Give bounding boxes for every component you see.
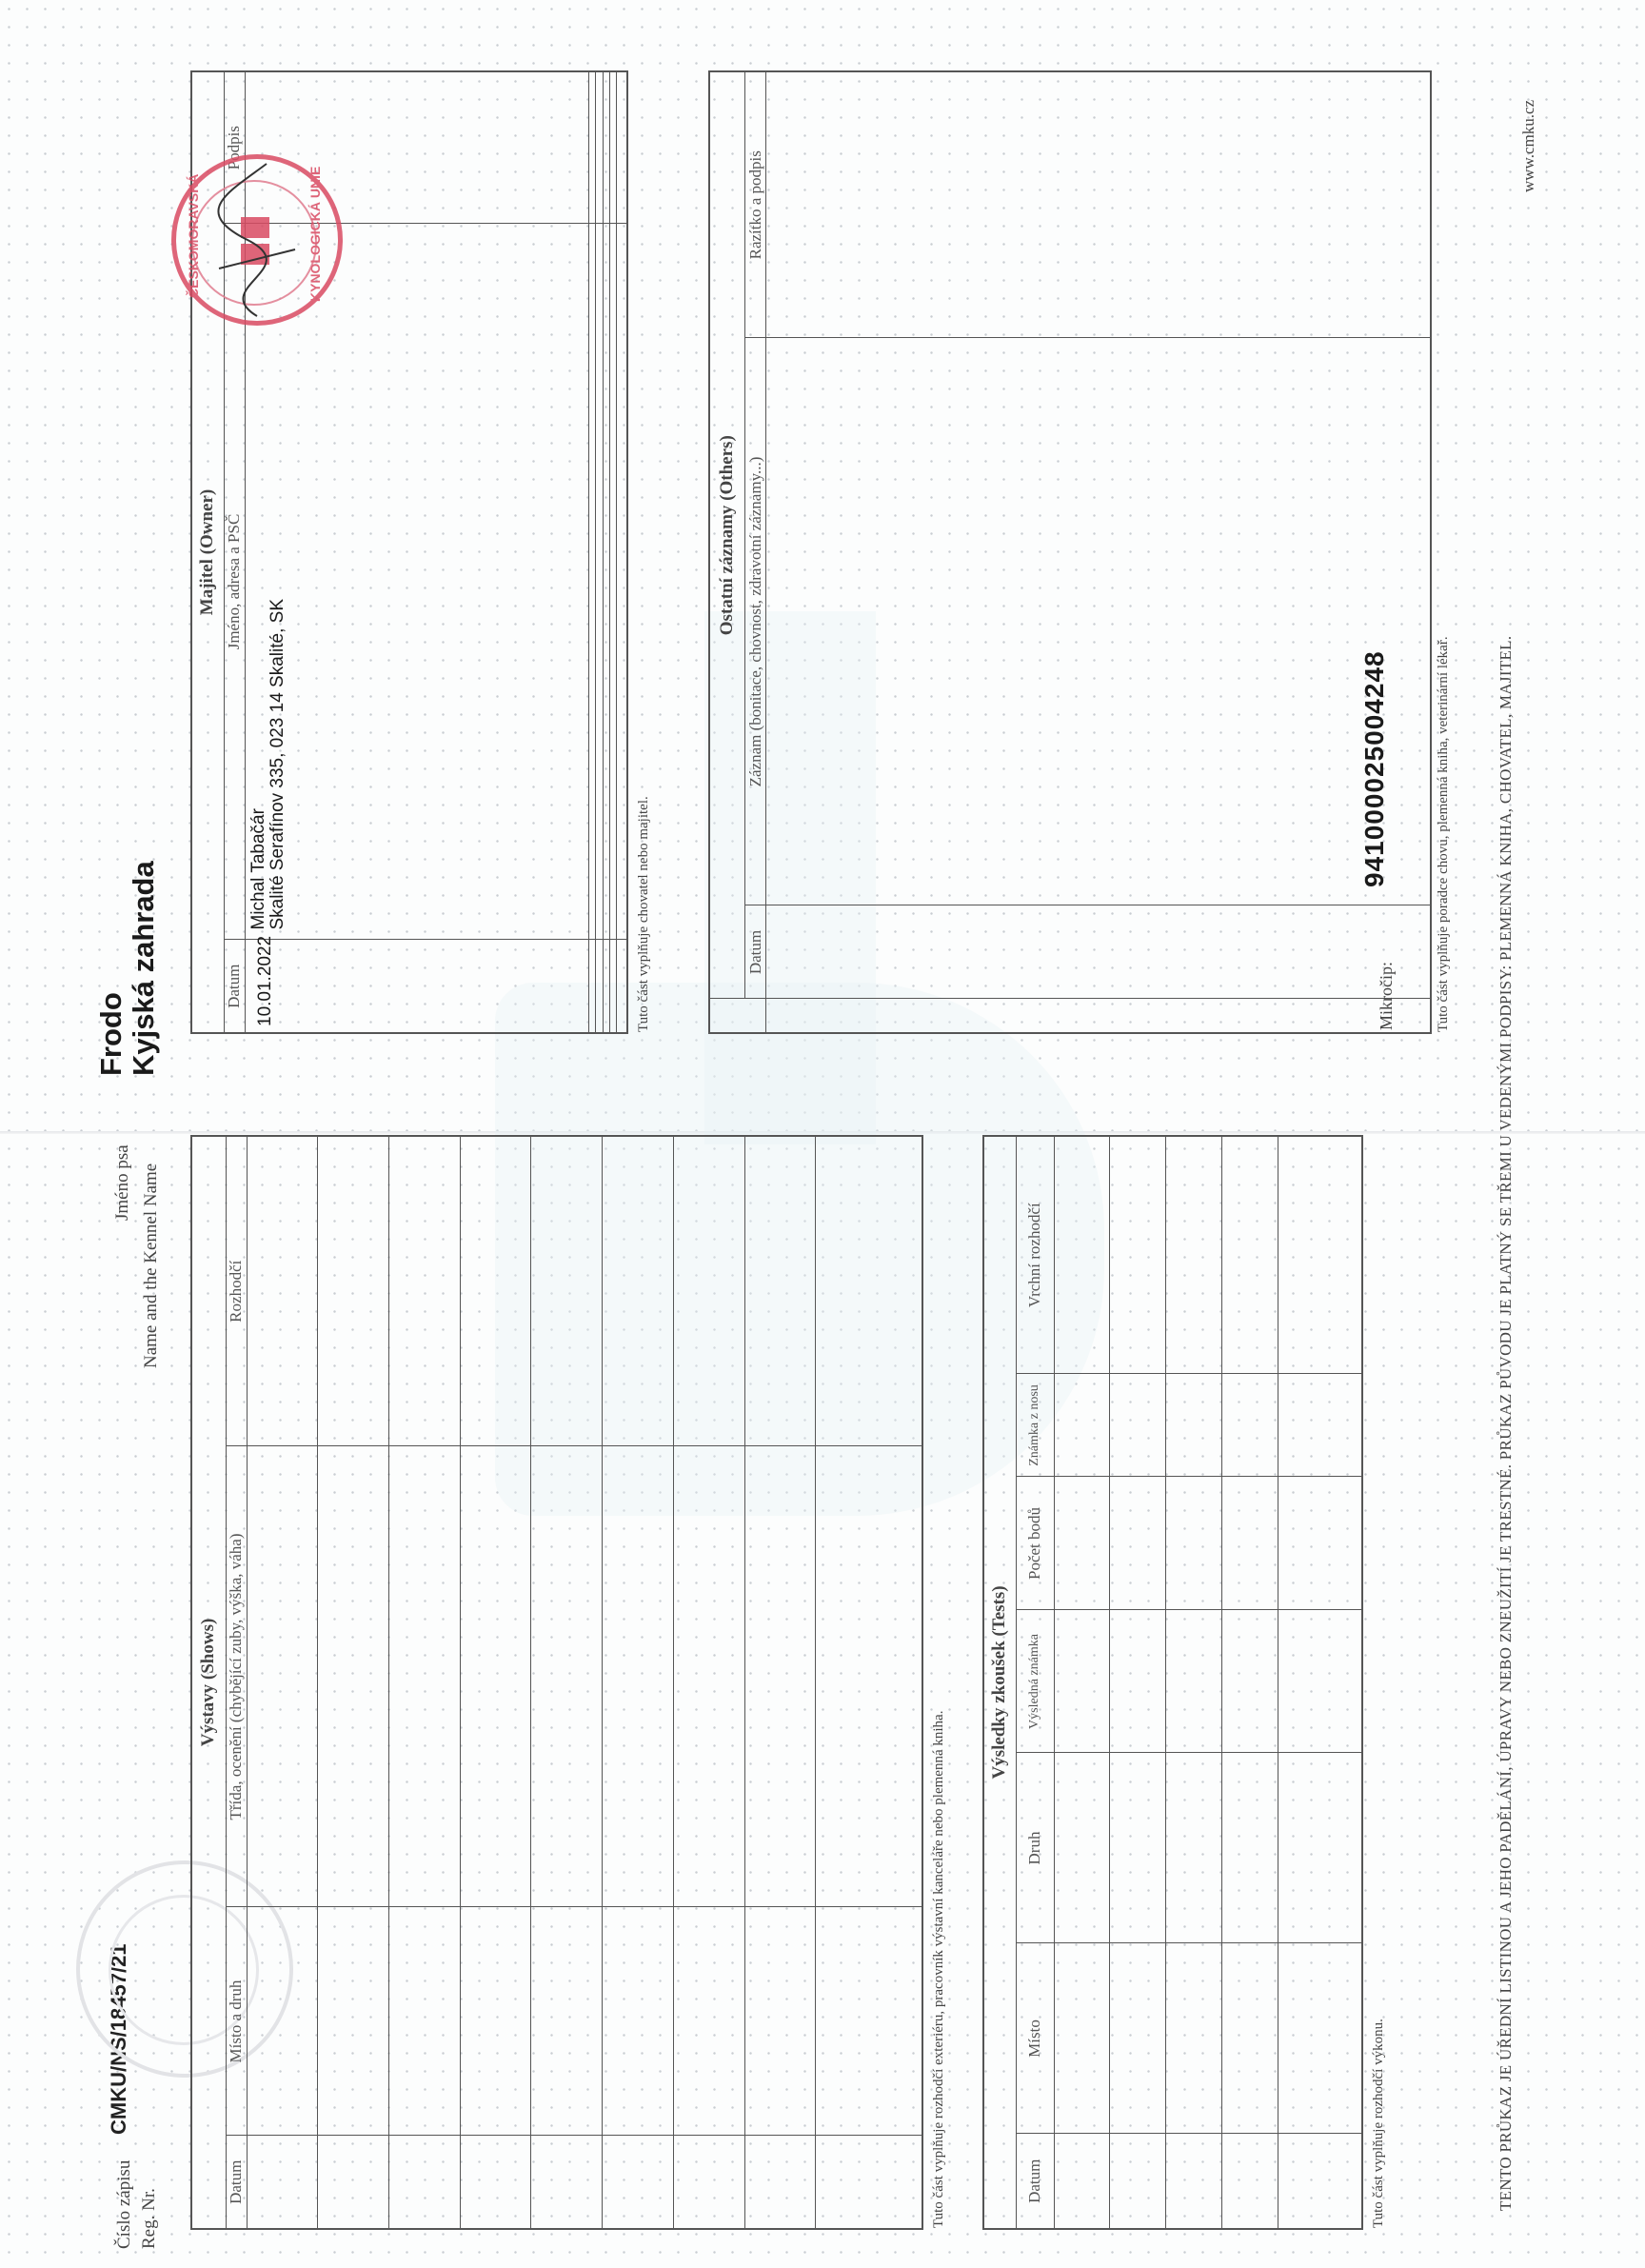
kennel-name-label: Name and the Kennel Name <box>141 1163 161 1368</box>
tests-cell[interactable] <box>1110 1610 1166 1753</box>
tests-col-vrchni: Vrchní rozhodčí <box>1016 1136 1054 1374</box>
tests-cell[interactable] <box>1054 1753 1110 1943</box>
shows-row <box>816 1136 922 2229</box>
reg-number: CMKU/NS/18457/21 <box>107 1943 130 2135</box>
tests-col-znamka: Známka z nosu <box>1016 1374 1054 1477</box>
tests-row <box>1222 1136 1278 2229</box>
owner-name: Michal Tabačár <box>248 808 268 930</box>
owner-cell[interactable] <box>603 71 609 224</box>
shows-row <box>388 1136 460 2229</box>
tests-row <box>1278 1136 1362 2229</box>
tests-cell[interactable] <box>1166 1943 1222 2134</box>
tests-cell[interactable] <box>1054 1136 1110 1374</box>
shows-cell[interactable] <box>816 1907 922 2136</box>
shows-cell[interactable] <box>531 1446 603 1907</box>
tests-cell[interactable] <box>1278 2134 1362 2229</box>
cislo-zapisu-label: Číslo zápisu <box>114 2159 134 2249</box>
shows-cell[interactable] <box>673 1136 744 1446</box>
shows-cell[interactable] <box>603 2136 674 2229</box>
shows-cell[interactable] <box>531 2136 603 2229</box>
shows-cell[interactable] <box>460 2136 531 2229</box>
owner-cell[interactable] <box>617 224 627 940</box>
shows-col-trida: Třída, ocenění (chybějící zuby, výška, váha) <box>226 1446 247 1907</box>
shows-row <box>603 1136 674 2229</box>
shows-cell[interactable] <box>460 1907 531 2136</box>
owner-note: Tuto část vyplňuje chovatel nebo majitel. <box>636 796 651 1032</box>
tests-cell[interactable] <box>1166 1753 1222 1943</box>
owner-name-cell[interactable] <box>245 224 588 940</box>
shows-row <box>673 1136 744 2229</box>
owner-cell[interactable] <box>617 71 627 224</box>
tests-col-druh: Druh <box>1016 1753 1054 1943</box>
tests-cell[interactable] <box>1278 1374 1362 1477</box>
microchip-value: 941000025004248 <box>1359 650 1389 887</box>
tests-cell[interactable] <box>1054 1477 1110 1610</box>
tests-cell[interactable] <box>1278 1136 1362 1374</box>
owner-cell[interactable] <box>603 940 609 1033</box>
tests-col-datum: Datum <box>1016 2134 1054 2229</box>
owner-cell[interactable] <box>588 940 595 1033</box>
owner-date: 10.01.2022 <box>254 935 275 1026</box>
tests-cell[interactable] <box>1222 1136 1278 1374</box>
tests-cell[interactable] <box>1222 1753 1278 1943</box>
others-col-datum: Datum <box>745 905 766 999</box>
shows-cell[interactable] <box>247 1446 318 1907</box>
tests-cell[interactable] <box>1278 1943 1362 2134</box>
tests-cell[interactable] <box>1166 1374 1222 1477</box>
others-row <box>766 71 1432 1033</box>
tests-cell[interactable] <box>1278 1610 1362 1753</box>
shows-cell[interactable] <box>603 1446 674 1907</box>
owner-cell[interactable] <box>588 71 595 224</box>
tests-cell[interactable] <box>1110 1477 1166 1610</box>
owner-date-cell[interactable] <box>245 935 588 1033</box>
tests-cell[interactable] <box>1222 1610 1278 1753</box>
tests-cell[interactable] <box>1166 1610 1222 1753</box>
shows-cell[interactable] <box>744 1136 816 1446</box>
owner-col-datum: Datum <box>224 940 245 1033</box>
shows-cell[interactable] <box>388 2136 460 2229</box>
others-title: Ostatní záznamy (Others) <box>709 71 745 999</box>
shows-cell[interactable] <box>388 1136 460 1446</box>
shows-row <box>318 1136 389 2229</box>
tests-cell[interactable] <box>1110 1374 1166 1477</box>
owner-cell[interactable] <box>617 940 627 1033</box>
tests-cell[interactable] <box>1222 2134 1278 2229</box>
tests-col-vysledna: Výsledná známka <box>1016 1610 1054 1753</box>
shows-cell[interactable] <box>460 1446 531 1907</box>
shows-cell[interactable] <box>531 1907 603 2136</box>
shows-title: Výstavy (Shows) <box>191 1136 226 2229</box>
owner-col-podpis: Podpis <box>224 71 245 224</box>
tests-cell[interactable] <box>1054 1374 1110 1477</box>
reg-nr-label: Reg. Nr. <box>139 2188 159 2249</box>
shows-col-rozhodci: Rozhodčí <box>226 1136 247 1446</box>
footer-warning: TENTO PRŮKAZ JE ÚŘEDNÍ LISTINOU A JEHO PADĚLÁNÍ, ÚPRAVY NEBO ZNEUŽITÍ JE TRESTNÉ. PRŮKAZ PŮVODU JE PLATNÝ SE TŘEMI U VEDENÝMI PODPISY: PLEMENNÁ KNIHA, CHOVATEL, MAJITEL. <box>1496 635 1515 2211</box>
shows-cell[interactable] <box>247 1907 318 2136</box>
others-cell[interactable] <box>766 71 1432 338</box>
tests-cell[interactable] <box>1222 1374 1278 1477</box>
shows-cell[interactable] <box>388 1907 460 2136</box>
shows-cell[interactable] <box>247 2136 318 2229</box>
shows-cell[interactable] <box>673 2136 744 2229</box>
owner-row <box>617 71 627 1033</box>
owner-row <box>588 71 595 1033</box>
owner-cell[interactable] <box>596 940 603 1033</box>
shows-note: Tuto část vyplňuje rozhodčí exteriéru, pracovník výstavní kanceláře nebo plemenná kniha. <box>931 1710 946 2228</box>
owner-cell[interactable] <box>610 940 617 1033</box>
shows-cell[interactable] <box>247 1136 318 1446</box>
tests-cell[interactable] <box>1166 2134 1222 2229</box>
tests-cell[interactable] <box>1054 2134 1110 2229</box>
owner-cell[interactable] <box>610 224 617 940</box>
shows-row <box>531 1136 603 2229</box>
others-col-razitko: Razítko a podpis <box>745 71 766 338</box>
shows-table <box>190 1135 923 2230</box>
shows-cell[interactable] <box>318 2136 389 2229</box>
tests-cell[interactable] <box>1110 2134 1166 2229</box>
others-cell[interactable] <box>766 905 1432 999</box>
shows-cell[interactable] <box>318 1907 389 2136</box>
tests-title: Výsledky zkoušek (Tests) <box>983 1136 1016 2229</box>
tests-cell[interactable] <box>1054 1610 1110 1753</box>
shows-cell[interactable] <box>673 1907 744 2136</box>
stamp-bottom-text: KYNOLOGICKÁ UNIE <box>307 166 323 302</box>
tests-cell[interactable] <box>1110 1136 1166 1374</box>
tests-col-misto: Místo <box>1016 1943 1054 2134</box>
others-margin-col <box>709 999 766 1033</box>
shows-cell[interactable] <box>816 1136 922 1446</box>
others-table <box>708 70 1432 1034</box>
tests-col-pocet: Počet bodů <box>1016 1477 1054 1610</box>
tests-row <box>1110 1136 1166 2229</box>
handwritten-signature <box>200 154 314 326</box>
microchip-label: Mikročip: <box>1377 962 1396 1030</box>
owner-cell[interactable] <box>603 224 609 940</box>
owner-col-jmeno: Jméno, adresa a PSČ <box>224 224 245 940</box>
tests-row <box>1166 1136 1222 2229</box>
stamp-top-text: ČESKOMORAVSKÁ <box>186 173 201 298</box>
shows-row <box>744 1136 816 2229</box>
others-cell[interactable] <box>766 338 1432 905</box>
owner-row <box>603 71 609 1033</box>
shows-row <box>460 1136 531 2229</box>
shows-cell[interactable] <box>318 1136 389 1446</box>
shows-cell[interactable] <box>744 2136 816 2229</box>
tests-cell[interactable] <box>1222 1943 1278 2134</box>
others-col-zaznam: Záznam (bonitace, chovnost, zdravotní záznamy...) <box>745 338 766 905</box>
shows-cell[interactable] <box>744 1446 816 1907</box>
bottom-note: Tuto část vyplňuje poradce chovu, plemenná kniha, veterinární lékař. <box>1436 636 1451 1032</box>
kennel-name: Kyjská zahrada <box>127 861 160 1076</box>
owner-row <box>610 71 617 1033</box>
owner-cell[interactable] <box>588 224 595 940</box>
shows-cell[interactable] <box>388 1446 460 1907</box>
shows-cell[interactable] <box>531 1136 603 1446</box>
owner-cell[interactable] <box>596 71 603 224</box>
shows-cell[interactable] <box>816 2136 922 2229</box>
tests-cell[interactable] <box>1054 1943 1110 2134</box>
footer-website[interactable]: www.cmku.cz <box>1519 99 1537 192</box>
tests-cell[interactable] <box>1278 1477 1362 1610</box>
shows-cell[interactable] <box>603 1136 674 1446</box>
shows-col-misto: Místo a druh <box>226 1907 247 2136</box>
shows-row <box>247 1136 318 2229</box>
others-margin-cell <box>766 999 1432 1033</box>
owner-row <box>596 71 603 1033</box>
shows-cell[interactable] <box>673 1446 744 1907</box>
tests-row <box>1054 1136 1110 2229</box>
tests-cell[interactable] <box>1166 1136 1222 1374</box>
shows-cell[interactable] <box>816 1446 922 1907</box>
tests-cell[interactable] <box>1166 1477 1222 1610</box>
owner-cell[interactable] <box>596 224 603 940</box>
owner-cell[interactable] <box>610 71 617 224</box>
tests-cell[interactable] <box>1110 1753 1166 1943</box>
shows-cell[interactable] <box>603 1907 674 2136</box>
dog-name: Frodo <box>94 992 128 1076</box>
tests-table <box>982 1135 1363 2230</box>
owner-address: Skalité Serafínov 335, 023 14 Skalité, SK <box>267 599 287 930</box>
shows-cell[interactable] <box>744 1907 816 2136</box>
owner-title: Majitel (Owner) <box>191 71 224 1033</box>
jmeno-psa-label: Jméno psa <box>112 1144 132 1221</box>
shows-cell[interactable] <box>460 1136 531 1446</box>
tests-note: Tuto část vyplňuje rozhodčí výkonu. <box>1371 2019 1386 2228</box>
shows-cell[interactable] <box>318 1446 389 1907</box>
tests-cell[interactable] <box>1222 1477 1278 1610</box>
shows-col-datum: Datum <box>226 2136 247 2229</box>
tests-cell[interactable] <box>1110 1943 1166 2134</box>
tests-cell[interactable] <box>1278 1753 1362 1943</box>
